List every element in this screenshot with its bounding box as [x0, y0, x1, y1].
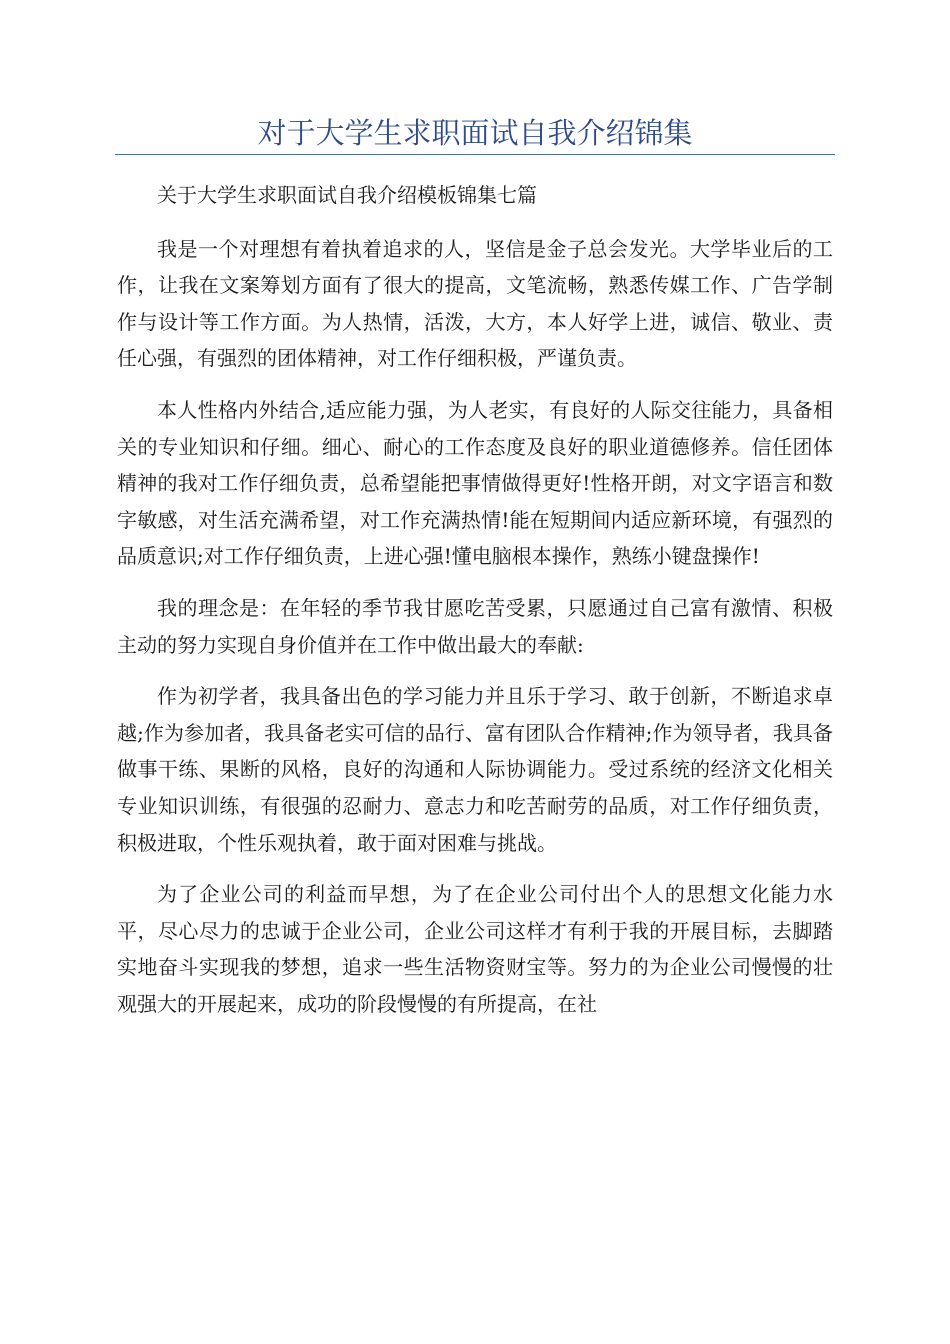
paragraph-3: 我的理念是：在年轻的季节我甘愿吃苦受累，只愿通过自己富有激情、积极主动的努力实现自身价值并在工作中做出最大的奉献: [117, 595, 833, 657]
title-underline [115, 154, 835, 155]
paragraph-4: 作为初学者，我具备出色的学习能力并且乐于学习、敢于创新，不断追求卓越;作为参加者，我具备老实可信的品行、富有团队合作精神;作为领导者，我具备做事干练、果断的风格，良好的沟通和人际协调能力。受过系统的经济文化相关专业知识训练，有很强的忍耐力、意志力和吃苦耐劳的品质，对工作仔细负责，积极进取，个性乐观执着，敢于面对困难与挑战。 [117, 684, 833, 855]
paragraph-1: 我是一个对理想有着执着追求的人，坚信是金子总会发光。大学毕业后的工作，让我在文案筹划方面有了很大的提高，文笔流畅，熟悉传媒工作、广告学制作与设计等工作方面。为人热情，活泼，大方，本人好学上进，诚信、敬业、责任心强，有强烈的团体精神，对工作仔细积极，严谨负责。 [117, 236, 833, 371]
document-title: 对于大学生求职面试自我介绍锦集 [257, 116, 693, 150]
document-subtitle: 关于大学生求职面试自我介绍模板锦集七篇 [157, 183, 537, 207]
paragraph-2: 本人性格内外结合,适应能力强，为人老实，有良好的人际交往能力，具备相关的专业知识和仔细。细心、耐心的工作态度及良好的职业道德修养。信任团体精神的我对工作仔细负责，总希望能把事情做得更好!性格开朗，对文字语言和数字敏感，对生活充满希望，对工作充满热情!能在短期间内适应新环境，有强烈的品质意识;对工作仔细负责，上进心强!懂电脑根本操作，熟练小键盘操作! [117, 397, 833, 569]
document-body [117, 177, 833, 1037]
paragraph-5: 为了企业公司的利益而早想，为了在企业公司付出个人的思想文化能力水平，尽心尽力的忠诚于企业公司，企业公司这样才有利于我的开展目标，去脚踏实地奋斗实现我的梦想，追求一些生活物资财宝等。努力的为企业公司慢慢的壮观强大的开展起来，成功的阶段慢慢的有所提高，在社 [117, 882, 833, 1016]
